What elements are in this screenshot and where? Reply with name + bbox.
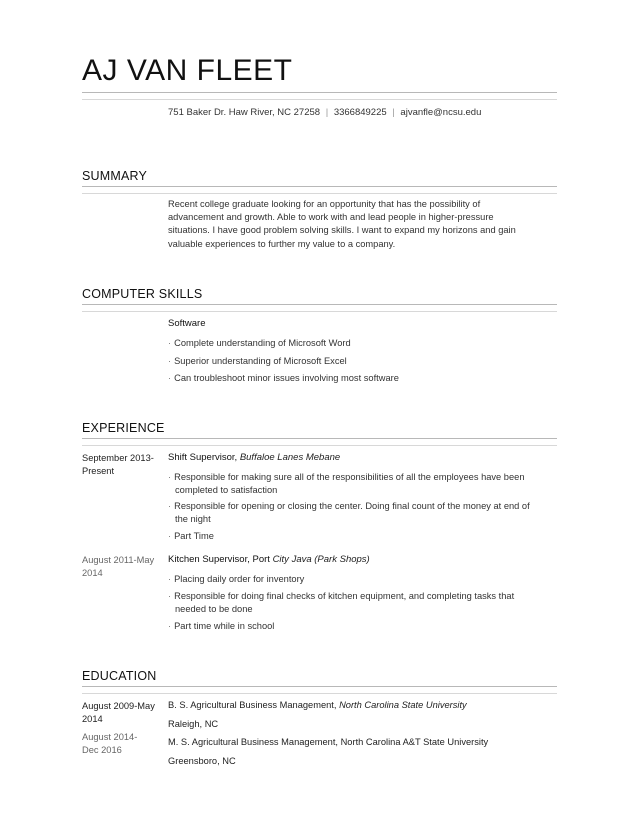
job-bullet: · Responsible for making sure all of the responsibilities of all the employees have been completed to satisfaction: [168, 472, 525, 495]
job-bullet: · Part time while in school: [168, 621, 275, 631]
job-bullet: · Part Time: [168, 531, 214, 541]
summary-heading: SUMMARY: [82, 169, 148, 183]
skills-rule-secondary: [82, 311, 557, 312]
job-bullet: · Responsible for doing final checks of kitchen equipment, and completing tasks that needed to be done: [168, 591, 515, 614]
education-degree: [168, 737, 488, 747]
job-employer: Buffaloe Lanes Mebane: [239, 452, 341, 463]
education-location: Raleigh, NC: [168, 719, 219, 729]
education-rule: [82, 686, 557, 687]
skills-subheading: Software: [168, 318, 206, 329]
experience-rule-secondary: [82, 445, 557, 446]
summary-line: Recent college graduate looking for an opportunity that has the possibility of: [168, 199, 481, 209]
contact-email: ajvanfle@ncsu.edu: [400, 107, 482, 118]
bullet-marker: ·: [168, 531, 172, 541]
bullet-marker: ·: [168, 472, 172, 482]
bullet-marker: ·: [168, 338, 172, 348]
job-employer: City Java (Park Shops): [272, 554, 370, 565]
education-heading: EDUCATION: [82, 669, 157, 683]
skill-item: · Complete understanding of Microsoft Word: [168, 338, 351, 348]
header-rule-secondary: [82, 99, 557, 100]
education-dates: August 2014- Dec 2016: [82, 732, 138, 755]
skill-item: · Can troubleshoot minor issues involving most software: [168, 373, 399, 383]
bullet-marker: ·: [168, 621, 172, 631]
job-role: Shift Supervisor,: [168, 452, 238, 463]
school-name: North Carolina State University: [339, 700, 467, 710]
education-rule-secondary: [82, 693, 557, 694]
bullet-marker: ·: [168, 574, 172, 584]
skills-rule: [82, 304, 557, 305]
job-title: [168, 554, 370, 565]
skills-heading: COMPUTER SKILLS: [82, 287, 203, 301]
job-dates: August 2011-May 2014: [82, 555, 155, 578]
job-dates: September 2013- Present: [82, 453, 154, 476]
candidate-name: AJ VAN FLEET: [82, 54, 293, 87]
education-dates: August 2009-May 2014: [82, 701, 155, 724]
job-bullet: · Responsible for opening or closing the center. Doing final count of the money at end of the night: [168, 501, 530, 524]
degree-name: M. S. Agricultural Business Management, North Carolina A&T State University: [168, 737, 489, 747]
education-location: Greensboro, NC: [168, 756, 236, 766]
contact-phone: 3366849225: [333, 107, 387, 118]
contact-line: [168, 107, 481, 118]
contact-separator: |: [392, 107, 395, 118]
header-rule: [82, 92, 557, 93]
summary-line: advancement and growth. Able to work with and lead people in higher-pressure: [168, 212, 494, 223]
summary-line: situations. I have good problem solving skills. I want to expand my horizons and gain: [168, 225, 516, 236]
experience-heading: EXPERIENCE: [82, 421, 165, 435]
bullet-marker: ·: [168, 591, 172, 601]
experience-rule: [82, 438, 557, 439]
bullet-marker: ·: [168, 501, 172, 511]
contact-separator: |: [325, 107, 329, 118]
summary-rule-secondary: [82, 193, 557, 194]
job-bullet: · Placing daily order for inventory: [168, 574, 305, 584]
degree-name: B. S. Agricultural Business Management,: [168, 700, 337, 710]
summary-rule: [82, 186, 557, 187]
job-role: Kitchen Supervisor, Port: [168, 554, 270, 565]
summary-text: [168, 198, 533, 251]
contact-address: 751 Baker Dr. Haw River, NC 27258: [168, 107, 321, 118]
job-title: [168, 452, 340, 463]
bullet-marker: ·: [168, 356, 172, 366]
skill-item: · Superior understanding of Microsoft Excel: [168, 356, 347, 366]
summary-line: valuable experiences to further my value to a company.: [168, 238, 396, 249]
bullet-marker: ·: [168, 373, 172, 383]
education-degree: [168, 700, 467, 710]
